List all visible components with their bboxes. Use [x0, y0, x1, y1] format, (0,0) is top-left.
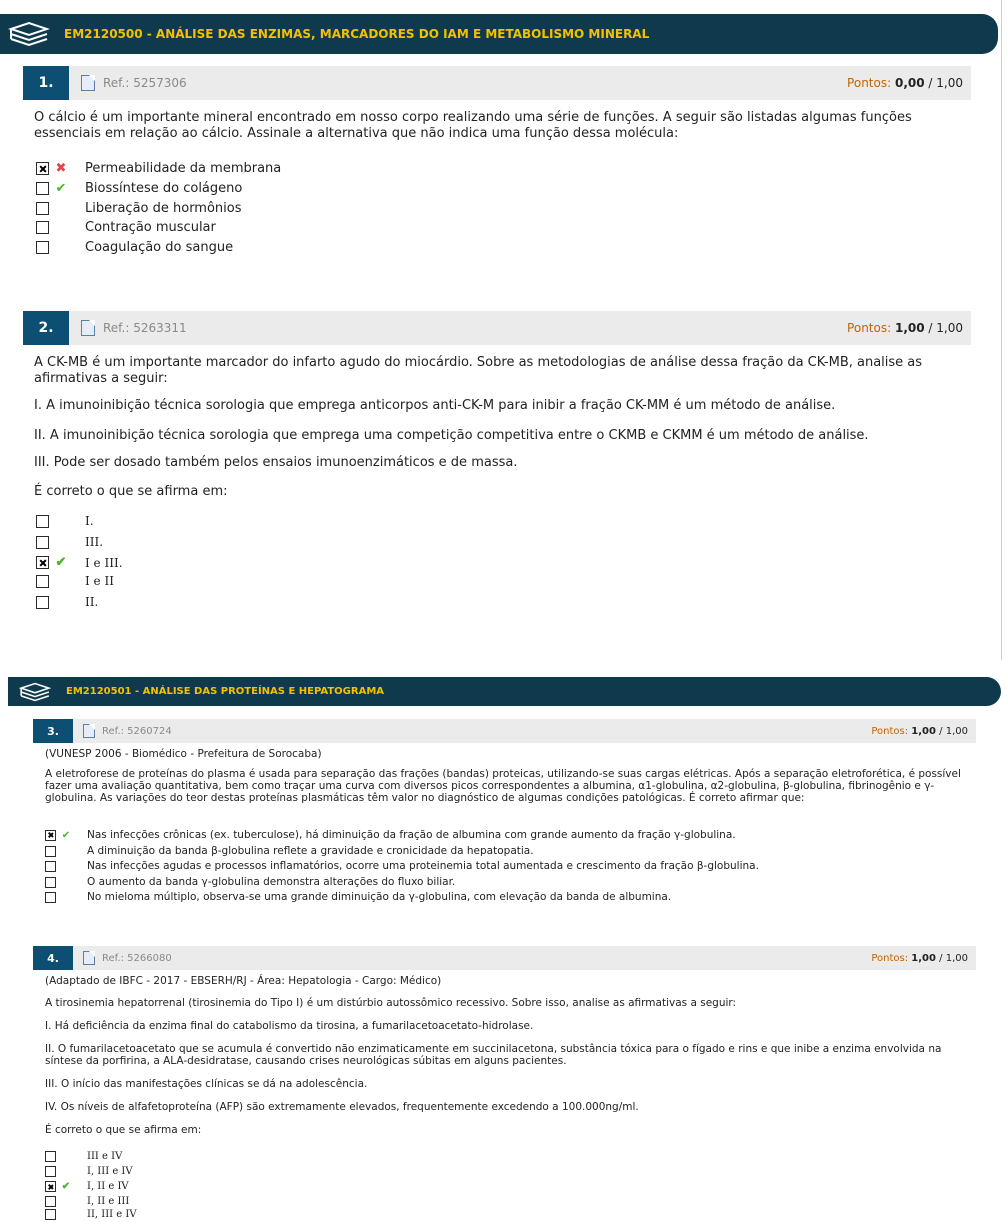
checkbox[interactable]: [45, 846, 56, 857]
question-text: (Adaptado de IBFC - 2017 - EBSERH/RJ - Área: Hepatologia - Cargo: Médico): [45, 975, 442, 987]
option-row[interactable]: [36, 535, 103, 549]
question-text: II. O fumarilacetoacetato que se acumula é convertido não enzimaticamente em succinilacetona, substância tóxica para o fígado e rins e que inibe a enzima envolvida na síntese da porfirina, a ALA-desidratase, causando crises neurológicas súbitas em alguns pacientes.: [45, 1043, 942, 1067]
option-row[interactable]: [45, 1196, 129, 1207]
book-stack-icon: [8, 21, 50, 47]
question-number: 2.: [23, 311, 69, 345]
option-row[interactable]: [45, 1209, 137, 1220]
option-label: I, II e III: [87, 1196, 130, 1207]
option-row[interactable]: [45, 860, 759, 872]
question-text: O cálcio é um importante mineral encontrado em nosso corpo realizando uma série de funções. A seguir são listadas algumas funções essenciais em relação ao cálcio. Assinale a alternativa que não indica uma função dessa molécula:: [34, 110, 912, 141]
points-total: / 1,00: [939, 725, 968, 737]
option-row[interactable]: [36, 514, 94, 528]
checkbox[interactable]: [45, 1166, 56, 1177]
question-number: 4.: [33, 946, 73, 970]
question-text: É correto o que se afirma em:: [34, 484, 228, 499]
question-header: [23, 311, 971, 345]
checkbox-checked[interactable]: [36, 556, 49, 569]
check-icon: ✔: [61, 829, 71, 841]
option-label: Liberação de hormônios: [85, 201, 242, 216]
points-value: 1,00: [911, 725, 936, 737]
option-row[interactable]: [45, 1166, 133, 1177]
section-header: [0, 14, 998, 54]
points-total: / 1,00: [939, 952, 968, 964]
option-row[interactable]: [45, 1181, 129, 1192]
question-text: É correto o que se afirma em:: [45, 1124, 202, 1136]
option-label: A diminuição da banda β-globulina reflete a gravidade e cronicidade da hepatopatia.: [87, 845, 534, 857]
question-ref: Ref.: 5266080: [102, 952, 172, 964]
option-label: Coagulação do sangue: [85, 240, 234, 255]
question-text: I. A imunoinibição técnica sorologia que emprega anticorpos anti-CK-M para inibir a fração CK-MM é um método de análise.: [34, 398, 836, 413]
checkbox[interactable]: [45, 1209, 56, 1220]
check-icon: ✔: [55, 555, 67, 570]
section-header: [8, 677, 1001, 706]
option-label: O aumento da banda γ-globulina demonstra alterações do fluxo biliar.: [87, 876, 456, 888]
option-label: Nas infecções crônicas (ex. tuberculose), há diminuição da fração de albumina com grande aumento da fração γ-globulina.: [87, 829, 736, 841]
document-icon: [83, 951, 95, 965]
document-icon: [83, 724, 95, 738]
question-points: Pontos: 1,00 / 1,00: [871, 952, 968, 964]
option-row[interactable]: [36, 240, 233, 255]
page-right-border: [1001, 0, 1002, 660]
option-label: No mieloma múltiplo, observa-se uma grande diminuição da γ-globulina, com elevação da banda de albumina.: [87, 891, 672, 903]
option-row[interactable]: [36, 181, 242, 196]
question-text: IV. Os níveis de alfafetoproteína (AFP) são extremamente elevados, frequentemente excedendo a 100.000ng/ml.: [45, 1101, 639, 1113]
option-row[interactable]: [45, 845, 534, 857]
section-title: EM2120500 - ANÁLISE DAS ENZIMAS, MARCADORES DO IAM E METABOLISMO MINERAL: [64, 27, 650, 41]
option-label: Permeabilidade da membrana: [85, 161, 282, 176]
check-icon: ✔: [61, 1181, 71, 1192]
checkbox-checked[interactable]: [45, 830, 56, 841]
checkbox[interactable]: [45, 892, 56, 903]
question-header: [23, 66, 971, 100]
option-label: Biossíntese do colágeno: [85, 181, 243, 196]
question-text: (VUNESP 2006 - Biomédico - Prefeitura de Sorocaba): [45, 748, 322, 760]
option-row[interactable]: [36, 220, 216, 235]
checkbox[interactable]: [36, 221, 49, 234]
checkbox-checked[interactable]: [36, 162, 49, 175]
check-icon: ✔: [55, 181, 67, 196]
option-row[interactable]: [36, 555, 123, 570]
checkbox[interactable]: [36, 536, 49, 549]
question-header: [33, 719, 976, 743]
question-points: Pontos: 1,00 / 1,00: [871, 725, 968, 737]
option-row[interactable]: [45, 876, 455, 888]
question-text: A tirosinemia hepatorrenal (tirosinemia do Tipo I) é um distúrbio autossômico recessivo. Sobre isso, analise as afirmativas a seguir:: [45, 997, 737, 1009]
option-label: I, III e IV: [87, 1166, 133, 1177]
x-icon: ✖: [55, 161, 67, 176]
option-label: II, III e IV: [87, 1209, 137, 1220]
option-row[interactable]: [36, 161, 281, 176]
checkbox[interactable]: [36, 515, 49, 528]
question-points: Pontos: 0,00 / 1,00: [847, 76, 963, 90]
option-row[interactable]: [36, 595, 98, 609]
option-row[interactable]: [36, 201, 242, 216]
section-title: EM2120501 - ANÁLISE DAS PROTEÍNAS E HEPATOGRAMA: [66, 686, 385, 697]
question-text: I. Há deficiência da enzima final do catabolismo da tirosina, a fumarilacetoacetato-hidrolase.: [45, 1020, 534, 1032]
option-label: Contração muscular: [85, 220, 216, 235]
option-label: I.: [85, 514, 94, 528]
checkbox[interactable]: [45, 1151, 56, 1162]
question-text: III. Pode ser dosado também pelos ensaios imunoenzimáticos e de massa.: [34, 455, 518, 470]
question-ref: Ref.: 5263311: [103, 321, 187, 335]
checkbox[interactable]: [45, 877, 56, 888]
document-icon: [81, 75, 95, 91]
document-icon: [81, 320, 95, 336]
checkbox[interactable]: [36, 575, 49, 588]
option-row[interactable]: [45, 891, 671, 903]
option-row[interactable]: [45, 1151, 122, 1162]
checkbox-checked[interactable]: [45, 1181, 56, 1192]
option-label: III.: [85, 535, 104, 549]
checkbox[interactable]: [36, 596, 49, 609]
points-value: 1,00: [894, 321, 925, 335]
option-label: III e IV: [87, 1151, 123, 1162]
book-stack-icon: [18, 682, 52, 702]
option-row[interactable]: [45, 829, 736, 841]
checkbox[interactable]: [36, 241, 49, 254]
question-number: 1.: [23, 66, 69, 100]
option-label: I, II e IV: [87, 1181, 129, 1192]
checkbox[interactable]: [36, 182, 49, 195]
option-label: I e II: [85, 574, 114, 588]
option-label: I e III.: [85, 555, 123, 570]
points-value: 1,00: [911, 952, 936, 964]
question-text: III. O início das manifestações clínicas se dá na adolescência.: [45, 1078, 368, 1090]
question-ref: Ref.: 5257306: [103, 76, 187, 90]
points-total: / 1,00: [928, 76, 963, 90]
points-value: 0,00: [894, 76, 925, 90]
question-number: 3.: [33, 719, 73, 743]
question-text: II. A imunoinibição técnica sorologia que emprega uma competição competitiva entre o CKMB e CKMM é um método de análise.: [34, 428, 869, 443]
question-points: Pontos: 1,00 / 1,00: [847, 321, 963, 335]
checkbox[interactable]: [45, 1196, 56, 1207]
question-text: A CK-MB é um importante marcador do infarto agudo do miocárdio. Sobre as metodologias de análise dessa fração da CK-MB, analise as afirmativas a seguir:: [34, 355, 923, 386]
checkbox[interactable]: [36, 202, 49, 215]
option-row[interactable]: [36, 574, 114, 588]
points-total: / 1,00: [928, 321, 963, 335]
question-header: [33, 946, 976, 970]
question-text: A eletroforese de proteínas do plasma é usada para separação das frações (bandas) proteicas, utilizando-se suas cargas elétricas. Após a separação eletroforética, é possível fazer uma avaliação quantitativa, bem como traçar uma curva com diversos picos correspondentes a albumina, α1-globulina, α2-globulina, β-globulina, fibrinogênio e γ-globulina. As variações do teor destas proteínas plasmáticas têm valor no diagnóstico de algumas condições patológicas. É correto afirmar que:: [45, 768, 961, 804]
option-label: Nas infecções agudas e processos inflamatórios, ocorre uma proteinemia total aumentada e crescimento da fração β-globulina.: [87, 860, 759, 872]
checkbox[interactable]: [45, 861, 56, 872]
option-label: II.: [85, 595, 99, 609]
question-ref: Ref.: 5260724: [102, 725, 172, 737]
